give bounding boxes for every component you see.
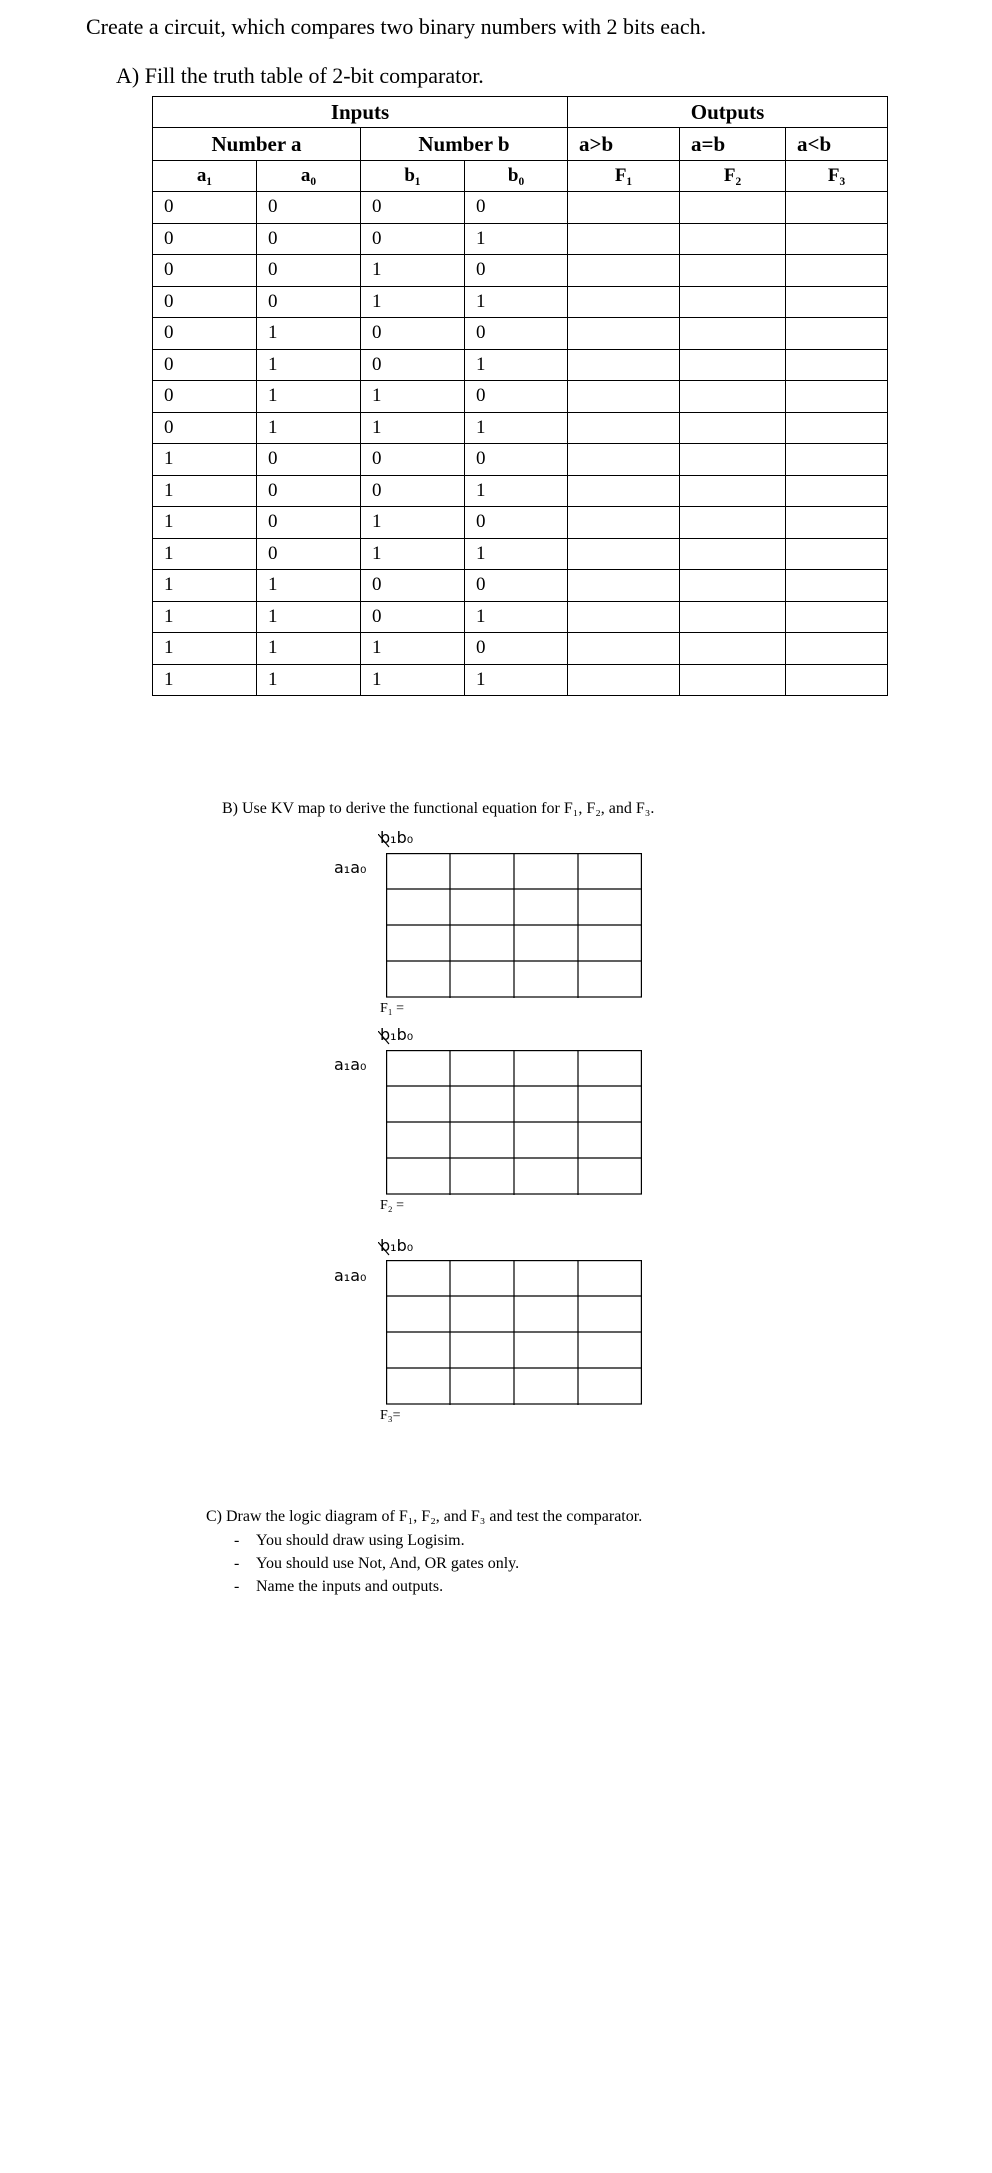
input-cell: 1	[153, 475, 257, 507]
input-cell: 0	[257, 223, 361, 255]
output-cell[interactable]	[568, 601, 680, 633]
kv-equation-f2: F₂ =	[380, 1198, 405, 1213]
input-cell: 0	[257, 255, 361, 287]
bullet-dash: -	[234, 1578, 240, 1595]
input-cell: 1	[257, 412, 361, 444]
output-cell[interactable]	[680, 223, 786, 255]
kv-row-label: a₁a₀	[334, 1055, 367, 1074]
output-cell[interactable]	[680, 475, 786, 507]
truth-table-row	[153, 192, 888, 224]
input-cell: 1	[465, 538, 568, 570]
inputs-header: Inputs	[153, 97, 568, 128]
input-cell: 0	[465, 255, 568, 287]
truth-table-row	[153, 601, 888, 633]
f1-header: F₁	[568, 161, 680, 192]
truth-table-row	[153, 570, 888, 602]
number-a-header: Number a	[153, 128, 361, 161]
input-cell: 0	[257, 444, 361, 476]
gt-header: a>b	[568, 128, 680, 161]
input-cell: 0	[153, 381, 257, 413]
output-cell[interactable]	[568, 349, 680, 381]
truth-table-row	[153, 538, 888, 570]
input-cell: 1	[361, 412, 465, 444]
output-cell[interactable]	[786, 444, 888, 476]
output-cell[interactable]	[680, 255, 786, 287]
bullet-item: You should use Not, And, OR gates only.	[256, 1555, 520, 1572]
number-b-header: Number b	[361, 128, 568, 161]
input-cell: 0	[361, 570, 465, 602]
input-cell: 1	[153, 444, 257, 476]
truth-table-row	[153, 444, 888, 476]
kv-row-label: a₁a₀	[334, 1266, 367, 1285]
output-cell[interactable]	[680, 507, 786, 539]
b0-header: b₀	[465, 161, 568, 192]
kv-grid[interactable]	[386, 853, 642, 997]
output-cell[interactable]	[680, 192, 786, 224]
part-c-title: C) Draw the logic diagram of F₁, F₂, and F₃ and test the comparator.	[206, 1508, 643, 1525]
bullet-dash: -	[234, 1532, 240, 1549]
input-cell: 1	[153, 601, 257, 633]
input-cell: 0	[361, 223, 465, 255]
a0-header: a₀	[257, 161, 361, 192]
input-cell: 1	[257, 601, 361, 633]
input-cell: 1	[361, 507, 465, 539]
input-cell: 1	[361, 286, 465, 318]
output-cell[interactable]	[680, 538, 786, 570]
input-cell: 0	[465, 633, 568, 665]
input-cell: 1	[153, 664, 257, 696]
kv-col-label: b₁b₀	[380, 828, 414, 847]
output-cell[interactable]	[680, 570, 786, 602]
part-b-title: B) Use KV map to derive the functional equation for F₁, F₂, and F₃.	[222, 800, 655, 817]
input-cell: 0	[361, 601, 465, 633]
output-cell[interactable]	[568, 633, 680, 665]
input-cell: 0	[257, 286, 361, 318]
output-cell[interactable]	[786, 570, 888, 602]
input-cell: 1	[465, 349, 568, 381]
output-cell[interactable]	[786, 633, 888, 665]
input-cell: 1	[361, 633, 465, 665]
output-cell[interactable]	[786, 507, 888, 539]
truth-table-row	[153, 381, 888, 413]
input-cell: 1	[465, 664, 568, 696]
output-cell[interactable]	[786, 381, 888, 413]
input-cell: 0	[153, 318, 257, 350]
output-cell[interactable]	[786, 318, 888, 350]
output-cell[interactable]	[786, 223, 888, 255]
truth-table-row	[153, 223, 888, 255]
output-cell[interactable]	[680, 318, 786, 350]
input-cell: 1	[257, 633, 361, 665]
truth-table-row	[153, 255, 888, 287]
output-cell[interactable]	[568, 286, 680, 318]
input-cell: 1	[153, 633, 257, 665]
input-cell: 0	[465, 507, 568, 539]
input-cell: 0	[361, 349, 465, 381]
input-cell: 0	[361, 192, 465, 224]
input-cell: 0	[361, 475, 465, 507]
part-a-title: A) Fill the truth table of 2-bit comparator.	[116, 63, 484, 88]
truth-table-row	[153, 286, 888, 318]
output-cell[interactable]	[786, 255, 888, 287]
input-cell: 0	[465, 192, 568, 224]
truth-table	[152, 96, 888, 696]
f3-header: F₃	[786, 161, 888, 192]
output-cell[interactable]	[568, 444, 680, 476]
input-cell: 1	[257, 349, 361, 381]
outputs-header: Outputs	[568, 97, 888, 128]
input-cell: 1	[153, 570, 257, 602]
truth-table-row	[153, 318, 888, 350]
input-cell: 1	[257, 381, 361, 413]
truth-table-row	[153, 349, 888, 381]
input-cell: 0	[465, 570, 568, 602]
lt-header: a<b	[786, 128, 888, 161]
input-cell: 0	[257, 475, 361, 507]
input-cell: 1	[465, 412, 568, 444]
output-cell[interactable]	[786, 349, 888, 381]
output-cell[interactable]	[680, 349, 786, 381]
output-cell[interactable]	[568, 664, 680, 696]
kv-grid[interactable]	[386, 1050, 642, 1194]
input-cell: 1	[465, 601, 568, 633]
output-cell[interactable]	[680, 664, 786, 696]
bullet-item: You should draw using Logisim.	[256, 1532, 465, 1549]
intro-text: Create a circuit, which compares two binary numbers with 2 bits each.	[86, 14, 707, 39]
truth-table-row	[153, 412, 888, 444]
input-cell: 0	[153, 412, 257, 444]
input-cell: 0	[153, 286, 257, 318]
output-cell[interactable]	[568, 192, 680, 224]
kv-grid[interactable]	[386, 1260, 642, 1404]
input-cell: 0	[465, 444, 568, 476]
output-cell[interactable]	[786, 664, 888, 696]
truth-table-row	[153, 507, 888, 539]
truth-table-row	[153, 475, 888, 507]
kv-col-label: b₁b₀	[380, 1025, 414, 1044]
output-cell[interactable]	[786, 286, 888, 318]
input-cell: 1	[465, 286, 568, 318]
output-cell[interactable]	[568, 381, 680, 413]
input-cell: 0	[257, 538, 361, 570]
bullet-dash: -	[234, 1555, 240, 1572]
input-cell: 0	[153, 255, 257, 287]
kv-col-label: b₁b₀	[380, 1236, 414, 1255]
output-cell[interactable]	[786, 412, 888, 444]
input-cell: 1	[361, 538, 465, 570]
input-cell: 0	[153, 223, 257, 255]
output-cell[interactable]	[568, 538, 680, 570]
kv-row-label: a₁a₀	[334, 858, 367, 877]
output-cell[interactable]	[568, 475, 680, 507]
input-cell: 1	[361, 664, 465, 696]
input-cell: 0	[361, 444, 465, 476]
bullet-item: Name the inputs and outputs.	[256, 1578, 444, 1595]
input-cell: 0	[465, 381, 568, 413]
input-cell: 1	[361, 381, 465, 413]
input-cell: 1	[257, 664, 361, 696]
input-cell: 1	[153, 538, 257, 570]
input-cell: 1	[153, 507, 257, 539]
kv-equation-f3: F₃=	[380, 1408, 401, 1423]
output-cell[interactable]	[786, 601, 888, 633]
output-cell[interactable]	[680, 444, 786, 476]
input-cell: 0	[361, 318, 465, 350]
kv-equation-f1: F₁ =	[380, 1001, 405, 1016]
output-cell[interactable]	[680, 412, 786, 444]
input-cell: 0	[153, 192, 257, 224]
eq-header: a=b	[680, 128, 786, 161]
output-cell[interactable]	[568, 507, 680, 539]
output-cell[interactable]	[568, 223, 680, 255]
input-cell: 1	[465, 223, 568, 255]
truth-table-body	[153, 192, 888, 696]
input-cell: 1	[257, 570, 361, 602]
output-cell[interactable]	[786, 538, 888, 570]
output-cell[interactable]	[680, 633, 786, 665]
output-cell[interactable]	[680, 381, 786, 413]
truth-table-row	[153, 664, 888, 696]
truth-table-row	[153, 633, 888, 665]
output-cell[interactable]	[680, 286, 786, 318]
input-cell: 1	[257, 318, 361, 350]
output-cell[interactable]	[568, 318, 680, 350]
output-cell[interactable]	[568, 412, 680, 444]
output-cell[interactable]	[568, 255, 680, 287]
f2-header: F₂	[680, 161, 786, 192]
b1-header: b₁	[361, 161, 465, 192]
output-cell[interactable]	[786, 192, 888, 224]
input-cell: 0	[257, 192, 361, 224]
input-cell: 0	[153, 349, 257, 381]
output-cell[interactable]	[786, 475, 888, 507]
input-cell: 1	[361, 255, 465, 287]
input-cell: 0	[257, 507, 361, 539]
output-cell[interactable]	[680, 601, 786, 633]
input-cell: 1	[465, 475, 568, 507]
input-cell: 0	[465, 318, 568, 350]
a1-header: a₁	[153, 161, 257, 192]
output-cell[interactable]	[568, 570, 680, 602]
